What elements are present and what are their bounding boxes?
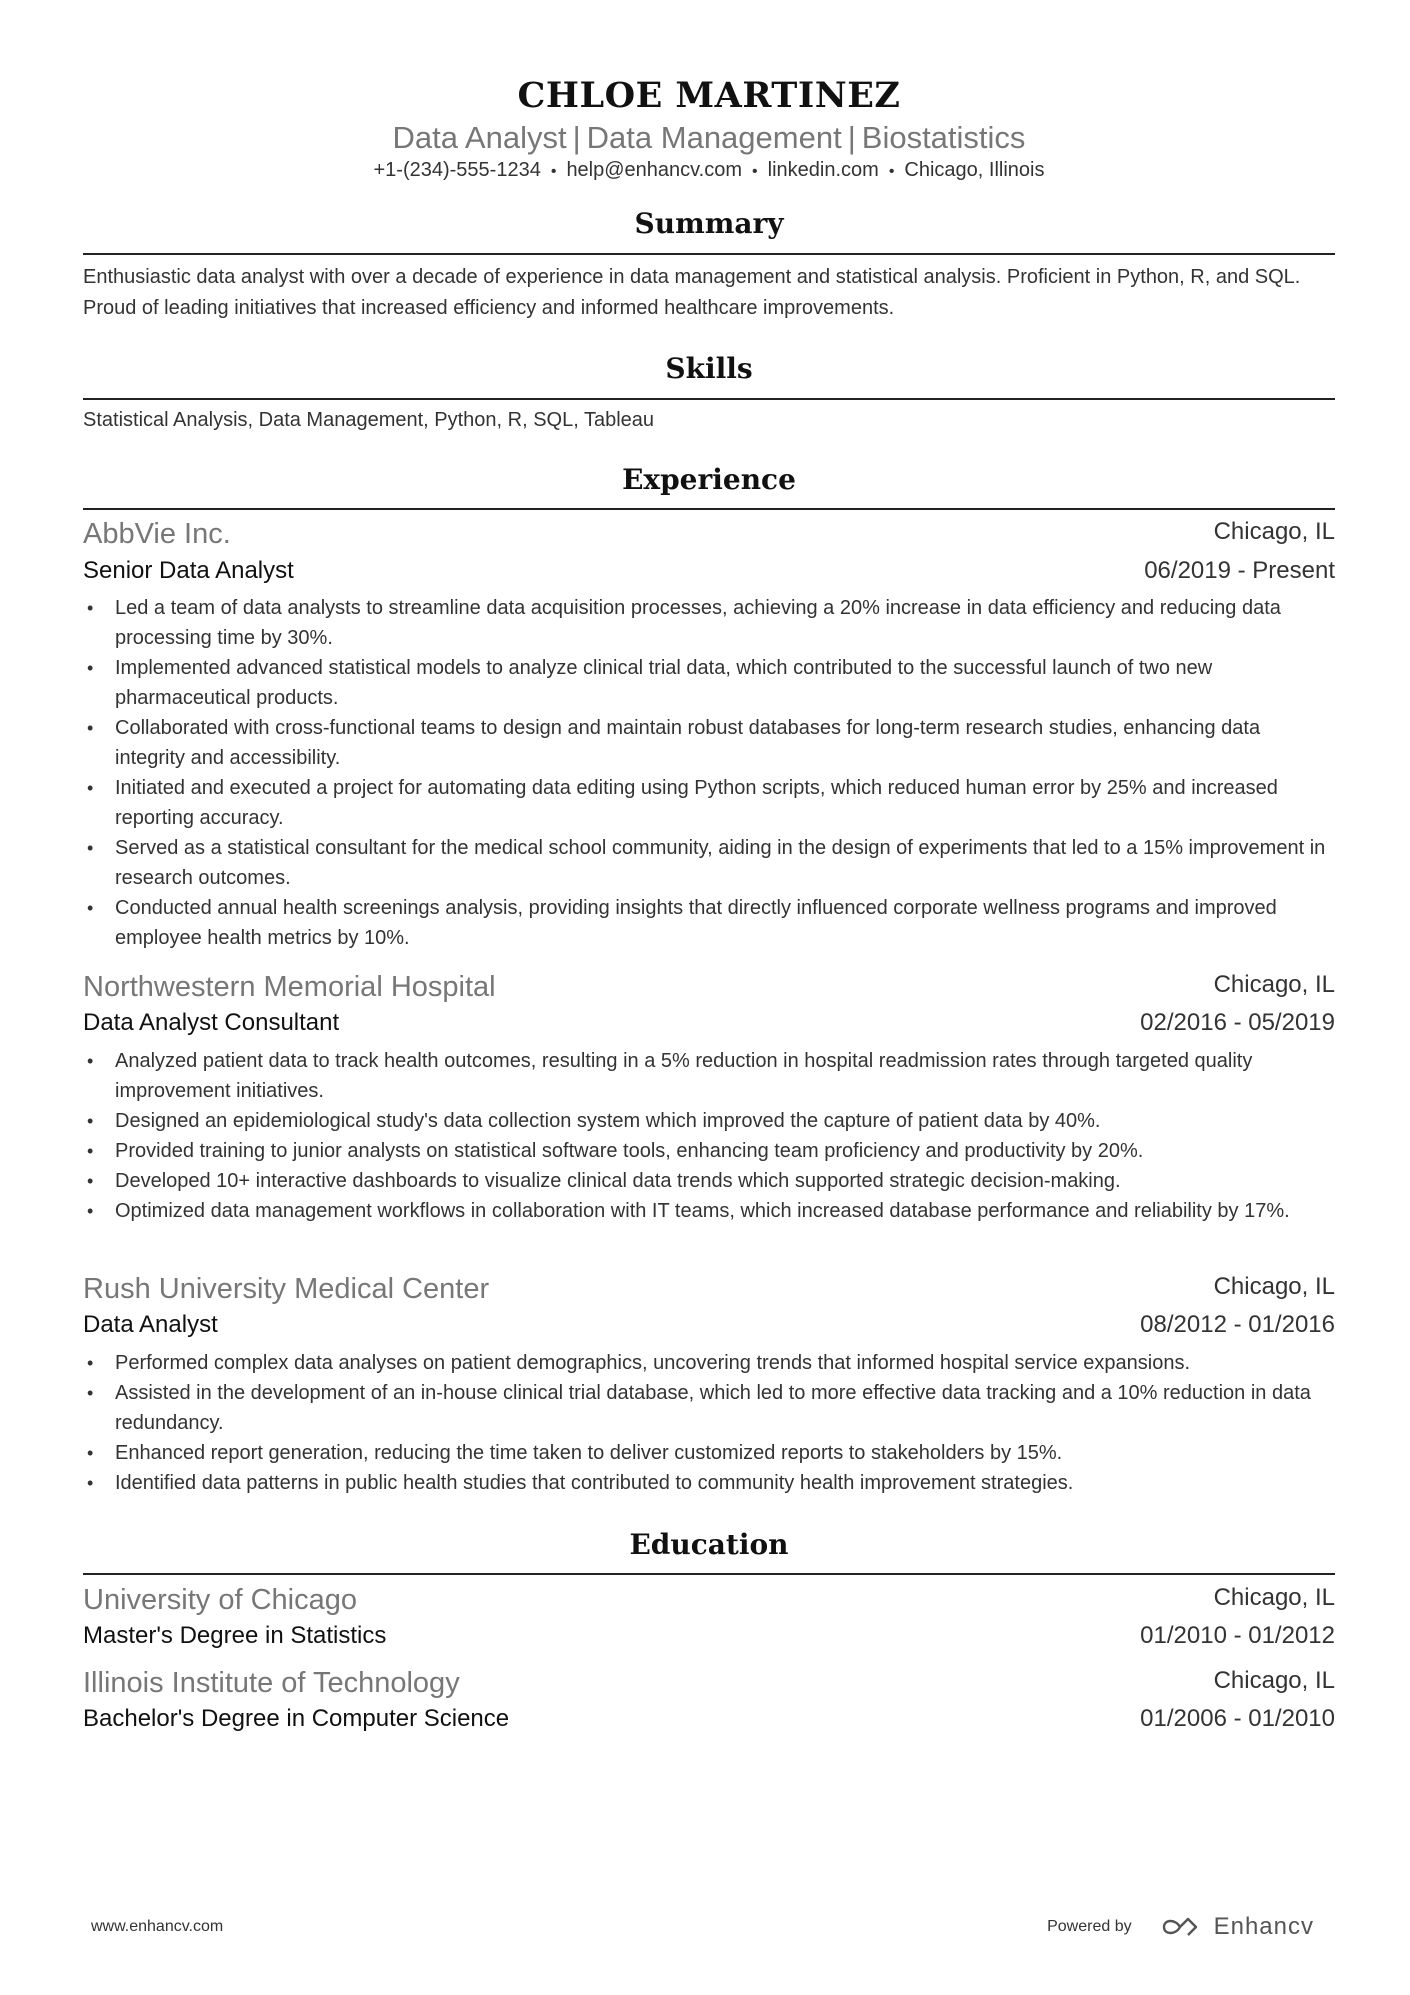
section-divider (83, 398, 1335, 400)
job-dates: 02/2016 - 05/2019 (1140, 1009, 1335, 1036)
job-location: Chicago, IL (1213, 518, 1335, 545)
list-item: • Analyzed patient data to track health outcomes, resulting in a 5% reduction in hospital readmission rates through targeted quality improvement initiatives. (83, 1046, 1335, 1106)
job-header (83, 968, 1335, 1006)
job-location: Chicago, IL (1213, 971, 1335, 998)
list-item: • Optimized data management workflows in collaboration with IT teams, which increased database performance and reliability by 17%. (83, 1196, 1335, 1226)
job-header (83, 1270, 1335, 1308)
phone[interactable]: +1-(234)-555-1234 (373, 159, 541, 181)
education-heading: Education (629, 1528, 789, 1561)
summary-heading: Summary (634, 207, 784, 240)
footer-website[interactable]: www.enhancv.com (91, 1918, 224, 1935)
contact-separator: • (888, 163, 895, 180)
headline (83, 118, 1335, 158)
job-location: Chicago, IL (1213, 1273, 1335, 1300)
list-item: • Designed an epidemiological study's data collection system which improved the capture of patient data by 40%. (83, 1106, 1335, 1136)
section-divider (83, 508, 1335, 510)
list-item: • Implemented advanced statistical models to analyze clinical trial data, which contributed to the successful launch of two new pharmaceutical products. (83, 653, 1335, 713)
job-header (83, 515, 1335, 553)
contact-separator: • (550, 163, 557, 180)
powered-by-label: Powered by (1047, 1918, 1132, 1935)
contact-separator: • (752, 163, 758, 180)
list-item: • Performed complex data analyses on patient demographics, uncovering trends that informed hospital service expansions. (83, 1348, 1335, 1378)
company-name: AbbVie Inc. (83, 518, 231, 550)
contact-info (83, 156, 1335, 186)
job-title: Senior Data Analyst (83, 557, 294, 584)
list-item: • Conducted annual health screenings analysis, providing insights that directly influenced corporate wellness programs and improved employee health metrics by 10%. (83, 893, 1335, 953)
job-bullets (83, 1046, 1335, 1226)
degree: Bachelor's Degree in Computer Science (83, 1705, 510, 1732)
email[interactable]: help@enhancv.com (566, 159, 743, 181)
section-divider (83, 1573, 1335, 1575)
education-header (83, 1581, 1335, 1619)
school-name: University of Chicago (83, 1584, 357, 1616)
list-item: • Initiated and executed a project for automating data editing using Python scripts, which reduced human error by 25% and increased reporting accuracy. (83, 773, 1335, 833)
list-item: • Enhanced report generation, reducing the time taken to deliver customized reports to stakeholders by 15%. (83, 1438, 1335, 1468)
skills-heading: Skills (665, 352, 753, 385)
summary-text: Enthusiastic data analyst with over a decade of experience in data management and statistical analysis. Proficient in Python, R, and SQL. Proud of leading initiatives that increased efficiency and informed healthcare improvements. (83, 266, 1301, 319)
list-item: • Developed 10+ interactive dashboards to visualize clinical data trends which supported strategic decision-making. (83, 1166, 1335, 1196)
company-name: Rush University Medical Center (83, 1273, 490, 1305)
headline-separator: | (572, 120, 581, 155)
list-item: • Served as a statistical consultant for the medical school community, aiding in the design of experiments that led to a 15% improvement in research outcomes. (83, 833, 1335, 893)
list-item: • Identified data patterns in public health studies that contributed to community health improvement strategies. (83, 1468, 1335, 1498)
job-dates: 06/2019 - Present (1144, 557, 1335, 584)
location: Chicago, Illinois (904, 159, 1045, 181)
list-item: • Led a team of data analysts to streamline data acquisition processes, achieving a 20% increase in data efficiency and reducing data processing time by 30%. (83, 593, 1335, 653)
section-divider (83, 253, 1335, 255)
headline-title: Biostatistics (861, 120, 1026, 155)
list-item: • Assisted in the development of an in-house clinical trial database, which led to more effective data tracking and a 10% reduction in data redundancy. (83, 1378, 1335, 1438)
school-location: Chicago, IL (1213, 1667, 1335, 1694)
education-dates: 01/2006 - 01/2010 (1140, 1705, 1335, 1732)
job-title: Data Analyst (83, 1311, 218, 1338)
job-bullets (83, 593, 1335, 953)
job-title: Data Analyst Consultant (83, 1009, 340, 1036)
footer-branding (1047, 1912, 1314, 1942)
experience-heading: Experience (622, 463, 796, 496)
degree: Master's Degree in Statistics (83, 1622, 387, 1649)
school-name: Illinois Institute of Technology (83, 1667, 460, 1699)
job-dates: 08/2012 - 01/2016 (1140, 1311, 1335, 1338)
headline-title: Data Analyst (392, 120, 567, 155)
brand-name: Enhancv (1213, 1913, 1314, 1940)
enhancv-logo[interactable] (1158, 1913, 1314, 1941)
headline-title: Data Management (586, 120, 842, 155)
list-item: • Collaborated with cross-functional teams to design and maintain robust databases for long-term research studies, enhancing data integrity and accessibility. (83, 713, 1335, 773)
candidate-name: CHLOE MARTINEZ (517, 75, 901, 116)
skills-text: Statistical Analysis, Data Management, Python, R, SQL, Tableau (83, 409, 655, 431)
headline-separator: | (847, 120, 856, 155)
list-item: • Provided training to junior analysts on statistical software tools, enhancing team proficiency and productivity by 20%. (83, 1136, 1335, 1166)
education-header (83, 1664, 1335, 1702)
job-bullets (83, 1348, 1335, 1498)
company-name: Northwestern Memorial Hospital (83, 971, 496, 1003)
school-location: Chicago, IL (1213, 1584, 1335, 1611)
education-dates: 01/2010 - 01/2012 (1140, 1622, 1335, 1649)
enhancv-logo-icon (1158, 1915, 1206, 1939)
linkedin-link[interactable]: linkedin.com (767, 159, 879, 181)
